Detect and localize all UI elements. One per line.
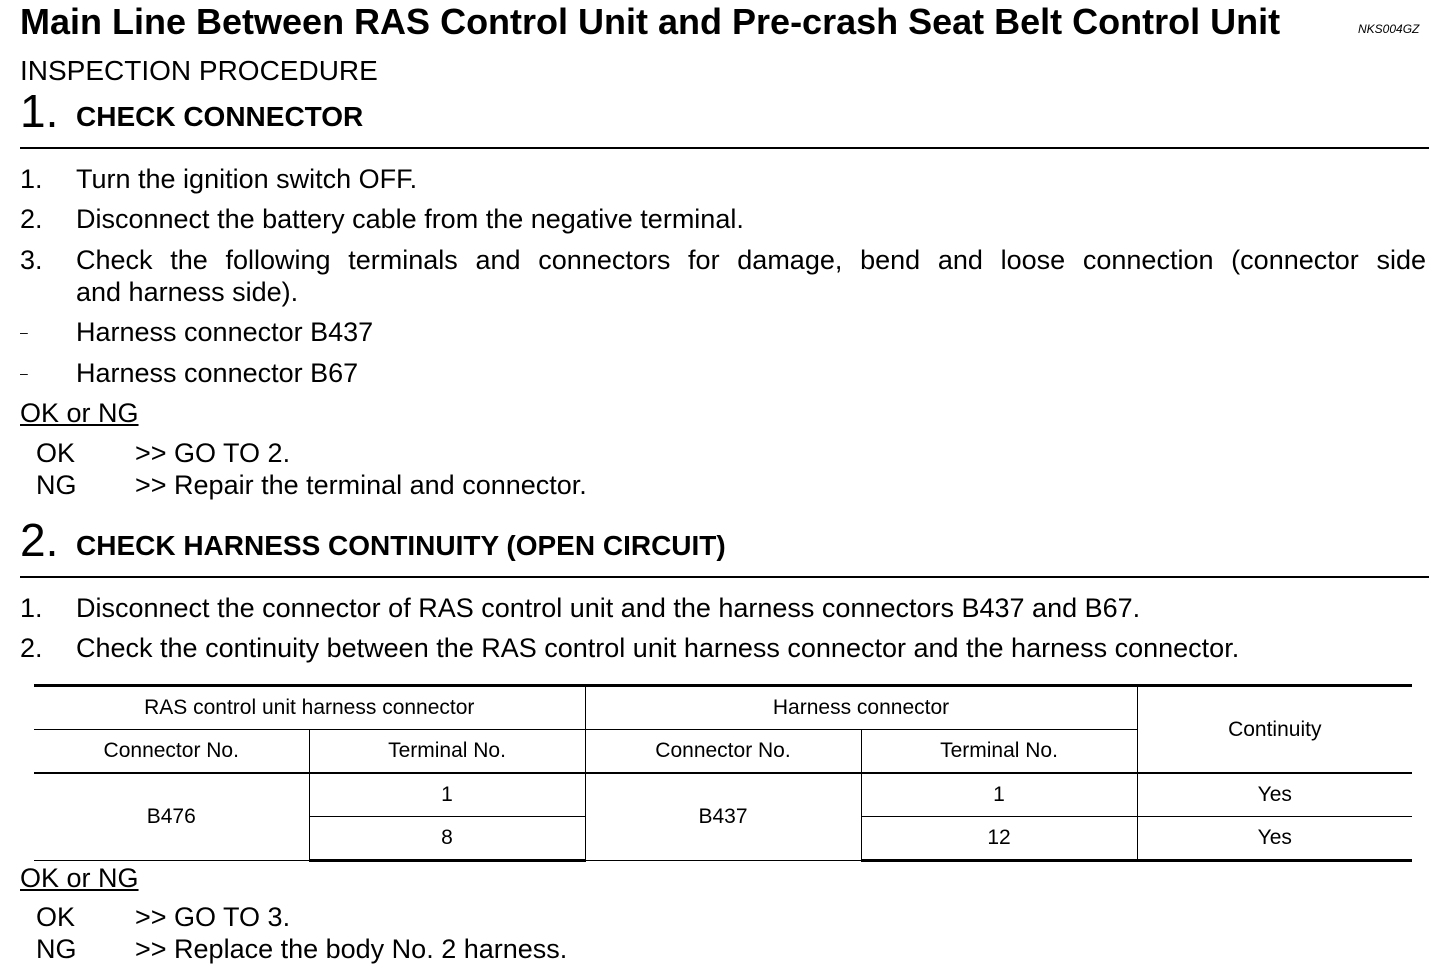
list-item-number: 1.: [20, 593, 43, 623]
page-title: Main Line Between RAS Control Unit and Pre-crash Seat Belt Control Unit: [20, 1, 1281, 42]
result-key: NG: [36, 470, 77, 500]
list-item-number: 3.: [20, 245, 43, 275]
step-1-rule: [20, 147, 1429, 149]
ok-or-ng-label: OK or NG: [20, 398, 139, 428]
list-item-number: 2.: [20, 204, 43, 234]
procedure-heading: INSPECTION PROCEDURE: [20, 55, 378, 86]
result-text: >> GO TO 3.: [135, 902, 291, 932]
step-1-heading: CHECK CONNECTOR: [76, 101, 364, 132]
result-key: NG: [36, 934, 77, 964]
table-cell-harness-terminal: 12: [861, 817, 1137, 861]
table-cell-ras-terminal: 8: [309, 817, 585, 861]
table-cell-continuity: Yes: [1137, 773, 1412, 817]
list-item-text: Check the continuity between the RAS control unit harness connector and the harness connector.: [76, 633, 1240, 663]
bullet-dash: –: [20, 365, 28, 381]
bullet-dash: –: [20, 324, 28, 340]
result-key: OK: [36, 902, 76, 932]
table-header-terminal: Terminal No.: [309, 730, 585, 774]
result-text: >> GO TO 2.: [135, 438, 291, 468]
continuity-table: [34, 684, 1412, 862]
list-item-number: 2.: [20, 633, 43, 663]
table-header-connector: Connector No.: [34, 730, 309, 774]
table-cell-ras-terminal: 1: [309, 773, 585, 817]
table-header-terminal: Terminal No.: [861, 730, 1137, 774]
result-text: >> Repair the terminal and connector.: [135, 470, 587, 500]
bullet-text: Harness connector B67: [76, 358, 359, 388]
step-2-number: 2.: [20, 514, 59, 566]
table-group-header-harness: Harness connector: [585, 686, 1137, 730]
result-key: OK: [36, 438, 76, 468]
document-code: NKS004GZ: [1358, 22, 1420, 36]
table-cell-ras-connector: B476: [34, 773, 309, 861]
table-header-continuity: Continuity: [1137, 686, 1412, 774]
list-item-number: 1.: [20, 164, 43, 194]
ok-or-ng-label: OK or NG: [20, 863, 139, 893]
step-1-number: 1.: [20, 85, 59, 137]
bullet-text: Harness connector B437: [76, 317, 374, 347]
table-cell-harness-terminal: 1: [861, 773, 1137, 817]
list-item-text: Disconnect the connector of RAS control unit and the harness connectors B437 and B67.: [76, 593, 1141, 623]
table-row: [34, 773, 1412, 817]
step-2-rule: [20, 576, 1429, 578]
result-text: >> Replace the body No. 2 harness.: [135, 934, 568, 964]
table-cell-continuity: Yes: [1137, 817, 1412, 861]
table-group-header-ras: RAS control unit harness connector: [34, 686, 585, 730]
list-item-text-continued: and harness side).: [76, 277, 299, 307]
step-2-heading: CHECK HARNESS CONTINUITY (OPEN CIRCUIT): [76, 530, 726, 561]
list-item-text: Check the following terminals and connectors for damage, bend and loose connection (connector side: [76, 245, 1426, 275]
list-item-text: Turn the ignition switch OFF.: [76, 164, 418, 194]
table-cell-harness-connector: B437: [585, 773, 861, 861]
table-header-connector: Connector No.: [585, 730, 861, 774]
list-item-text: Disconnect the battery cable from the negative terminal.: [76, 204, 744, 234]
